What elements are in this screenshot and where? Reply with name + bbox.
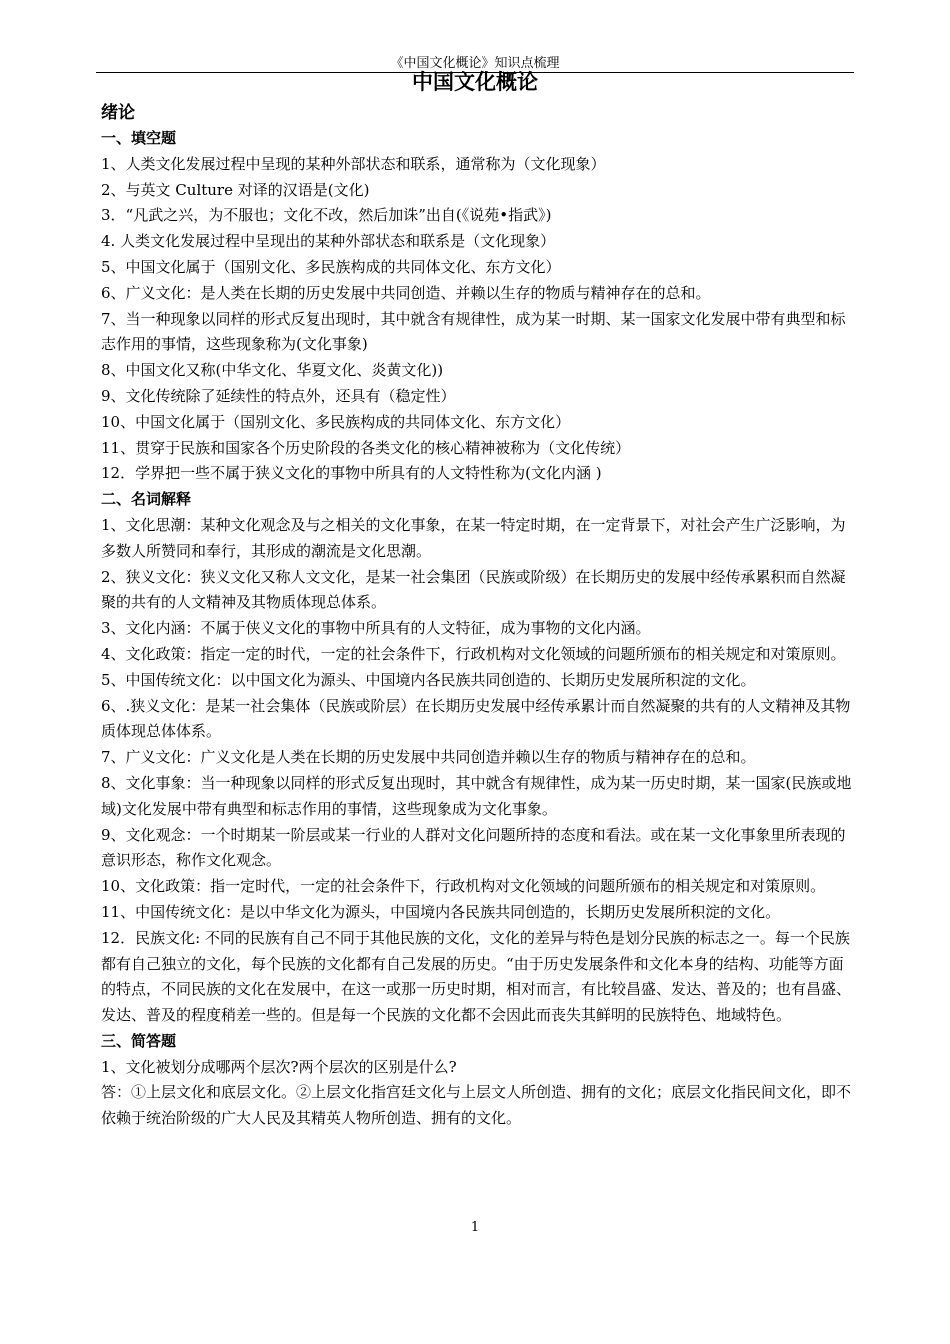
definition-item: 1、文化思潮：某种文化观念及与之相关的文化事象，在某一特定时期，在一定背景下，对社会产生广泛影响，为多数人所赞同和奉行，其形成的潮流是文化思潮。	[101, 515, 846, 560]
fill-blank-item: 8、中国文化又称(中华文化、华夏文化、炎黄文化))	[101, 361, 444, 380]
fill-blank-item: 10、中国文化属于（国别文化、多民族构成的共同体文化、东方文化）	[101, 412, 571, 431]
short-answer-answer: 答：①上层文化和底层文化。②上层文化指宫廷文化与上层文人所创造、拥有的文化；底层文化指民间文化，即不依赖于统治阶级的广大人民及其精英人物所创造、拥有的文化。	[101, 1083, 852, 1128]
page-number: 1	[470, 1220, 480, 1235]
fill-blank-heading: 一、填空题	[101, 129, 177, 147]
fill-blank-item: 2、与英文 Culture 对译的汉语是(文化)	[101, 180, 370, 199]
document-body	[101, 100, 858, 1132]
section-title: 绪论	[101, 103, 135, 123]
fill-blank-item: 11、贯穿于民族和国家各个历史阶段的各类文化的核心精神被称为（文化传统）	[101, 438, 631, 457]
fill-blank-item: 5、中国文化属于（国别文化、多民族构成的共同体文化、东方文化）	[101, 257, 561, 276]
document-title: 中国文化概论	[412, 69, 538, 94]
short-answer-heading: 三、简答题	[101, 1031, 177, 1050]
fill-blank-item: 4. 人类文化发展过程中呈现出的某种外部状态和联系是（文化现象）	[101, 232, 556, 251]
running-header: 《中国文化概论》知识点梳理	[390, 56, 560, 71]
fill-blank-item: 9、文化传统除了延续性的特点外，还具有（稳定性）	[101, 386, 456, 405]
definition-item: 12．民族文化: 不同的民族有自己不同于其他民族的文化，文化的差异与特色是划分民族的标志之一。每一个民族都有自己独立的文化，每个民族的文化都有自己发展的历史。“由于历史发展条件和文化本身的结构、功能等方面的特点，不同民族的文化在发展中，在这一或那一历史时期，相对而言，有比较昌盛、发达、普及的；也有昌盛、发达、普及的程度稍差一些的。但是每一个民族的文化都不会因此而丧失其鲜明的民族特色、地域特色。	[101, 928, 852, 1025]
definitions-heading: 二、名词解释	[101, 490, 192, 509]
definition-item: 7、广义文化：广义文化是人类在长期的历史发展中共同创造并赖以生存的物质与精神存在的总和。	[101, 748, 756, 767]
definition-item: 3、文化内涵：不属于侠义文化的事物中所具有的人文特征，成为事物的文化内涵。	[101, 619, 651, 638]
definition-item: 10、文化政策：指一定时代，一定的社会条件下，行政机构对文化领域的问题所颁布的相关规定和对策原则。	[101, 877, 826, 896]
definition-item: 6、.狭义文化：是某一社会集体（民族或阶层）在长期历史发展中经传承累计而自然凝聚的共有的人文精神及其物质体现总体体系。	[101, 696, 851, 741]
definition-item: 5、中国传统文化：以中国文化为源头、中国境内各民族共同创造的、长期历史发展所积淀的文化。	[101, 670, 756, 689]
fill-blank-item: 1、人类文化发展过程中呈现的某种外部状态和联系，通常称为（文化现象）	[101, 154, 606, 173]
fill-blank-item: 12．学界把一些不属于狭义文化的事物中所具有的人文特性称为(文化内涵 )	[101, 464, 602, 483]
fill-blank-item: 6、广义文化：是人类在长期的历史发展中共同创造、并赖以生存的物质与精神存在的总和。	[101, 283, 711, 302]
definition-item: 11、中国传统文化：是以中华文化为源头，中国境内各民族共同创造的，长期历史发展所积淀的文化。	[101, 902, 781, 921]
definition-item: 8、文化事象：当一种现象以同样的形式反复出现时，其中就含有规律性，成为某一历史时期，某一国家(民族或地域)文化发展中带有典型和标志作用的事情，这些现象成为文化事象。	[101, 773, 852, 818]
definition-item: 4、文化政策：指定一定的时代，一定的社会条件下，行政机构对文化领域的问题所颁布的相关规定和对策原则。	[101, 644, 846, 663]
fill-blank-item: 3．“凡武之兴，为不服也；文化不改，然后加诛”出自(《说苑•指武》)	[101, 206, 552, 225]
definition-item: 9、文化观念：一个时期某一阶层或某一行业的人群对文化问题所持的态度和看法。或在某一文化事象里所表现的意识形态，称作文化观念。	[101, 825, 846, 870]
definition-item: 2、狭义文化：狭义文化又称人文文化，是某一社会集团（民族或阶级）在长期历史的发展中经传承累积而自然凝聚的共有的人文精神及其物质体现总体系。	[101, 567, 846, 612]
short-answer-question: 1、文化被划分成哪两个层次?两个层次的区别是什么?	[101, 1057, 457, 1076]
fill-blank-item: 7、当一种现象以同样的形式反复出现时，其中就含有规律性，成为某一时期、某一国家文化发展中带有典型和标志作用的事情，这些现象称为(文化事象)	[101, 309, 846, 354]
